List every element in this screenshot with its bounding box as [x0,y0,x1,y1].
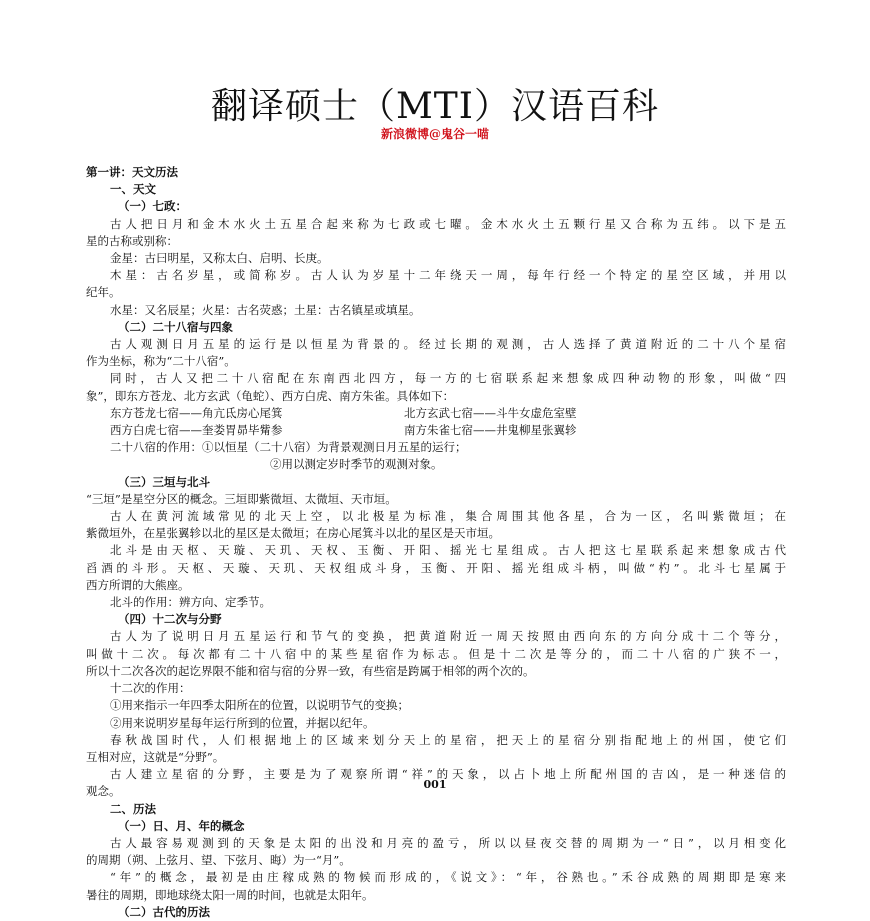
constellation-right: 北方玄武七宿——斗牛女虚危室壁 [404,405,577,420]
text-line: 所以十二次各次的起讫界限不能和宿与宿的分界一致，有些宿是跨属于相邻的两个次的。 [86,663,535,678]
text-line: ②用以测定岁时季节的观测对象。 [270,457,443,472]
constellation-left: 西方白虎七宿——奎娄胃昴毕觜参 [110,423,283,438]
text-line: “三垣”是星空分区的概念。三垣即紫微垣、太微垣、天市垣。 [86,491,397,506]
text-line: 观念。 [86,784,121,799]
text-line: 古人观测日月五星的运行是以恒星为背景的。经过长期的观测，古人选择了黄道附近的二十八个星宿 [110,337,786,352]
section-heading: 一、天文 [110,182,156,197]
text-line: 互相对应，这就是“分野”。 [86,749,225,764]
text-line: 西方所谓的大熊座。 [86,577,190,592]
author-credit: 新浪微博@鬼谷一喵 [380,127,489,141]
section-heading: （三）三垣与北斗 [118,474,210,489]
text-line: 十二次的作用： [110,681,191,696]
text-line: 古人为了说明日月五星运行和节气的变换，把黄道附近一周天按照由西向东的方向分成十二个等分， [110,629,786,644]
section-heading: 二、历法 [110,801,156,816]
text-line: 的周期（朔、上弦月、望、下弦月、晦）为一“月”。 [86,853,351,868]
text-line: 叫做十二次。每次都有二十八宿中的某些星宿作为标志。但是十二次是等分的，而二十八宿的广狭不一， [86,646,786,661]
text-line: 水星：又名辰星；火星：古名荧惑；土星：古名镇星或填星。 [110,302,421,317]
text-line: 北斗的作用：辨方向、定季节。 [110,595,271,610]
page-number: 001 [423,778,447,791]
text-line: 金星：古曰明星，又称太白、启明、长庚。 [110,251,329,266]
document-body [86,164,786,921]
section-heading: （一）日、月、年的概念 [118,818,245,833]
text-line: ②用来说明岁星每年运行所到的位置，并据以纪年。 [110,715,375,730]
text-line: 纪年。 [86,285,121,300]
text-line: 象”，即东方苍龙、北方玄武（龟蛇）、西方白虎、南方朱雀。具体如下： [86,388,455,403]
section-heading: （四）十二次与分野 [118,612,222,627]
text-line: 舀酒的斗形。天枢、天璇、天玑、天权组成斗身，玉衡、开阳、摇光组成斗柄，叫做“杓”。北斗七星属于 [86,560,786,575]
constellation-right: 南方朱雀七宿——井鬼柳星张翼轸 [404,423,577,438]
text-line: 二十八宿的作用：①以恒星（二十八宿）为背景观测日月五星的运行； [110,440,467,455]
section-heading: （二）二十八宿与四象 [118,319,233,334]
text-line: 作为坐标，称为“二十八宿”。 [86,354,236,369]
text-line: ①用来指示一年四季太阳所在的位置，以说明节气的变换； [110,698,409,713]
text-line: 紫微垣外，在星张翼轸以北的星区是太微垣；在房心尾箕斗以北的星区是天市垣。 [86,526,500,541]
text-line: 春秋战国时代，人们根据地上的区域来划分天上的星宿，把天上的星宿分别指配地上的州国，使它们 [110,732,786,747]
text-line: 古人把日月和金木水火土五星合起来称为七政或七曜。金木水火土五颗行星又合称为五纬。以下是五 [110,216,786,231]
text-line: 古人在黄河流域常见的北天上空，以北极星为标准，集合周围其他各星，合为一区，名叫紫微垣；在 [110,509,786,524]
constellation-row [86,422,786,439]
text-line: 同时，古人又把二十八宿配在东南西北四方，每一方的七宿联系起来想象成四种动物的形象，叫做“四 [110,371,786,386]
section-heading: （二）古代的历法 [118,904,210,919]
section-heading: 第一讲：天文历法 [86,165,178,179]
text-line: 木星：古名岁星，或简称岁。古人认为岁星十二年绕天一周，每年行经一个特定的星空区域，并用以 [110,268,786,283]
constellation-row [86,405,786,422]
text-line: 古人建立星宿的分野，主要是为了观察所谓“祥”的天象，以占卜地上所配州国的吉凶，是一种迷信的 [110,767,786,782]
text-line: 星的古称或别称： [86,233,178,248]
text-line: 北斗是由天枢、天璇、天玑、天权、玉衡、开阳、摇光七星组成。古人把这七星联系起来想象成古代 [110,543,786,558]
text-line: 古人最容易观测到的天象是太阳的出没和月亮的盈亏，所以以昼夜交替的周期为一“日”，以月相变化 [110,835,786,850]
section-heading: （一）七政： [118,199,187,214]
constellation-left: 东方苍龙七宿——角亢氐房心尾箕 [110,405,283,420]
text-line: 暑往的周期，即地球绕太阳一周的时间，也就是太阳年。 [86,887,374,902]
text-line: “年”的概念，最初是由庄稼成熟的物候而形成的，《说文》：“年，谷熟也。”禾谷成熟的周期即是寒来 [110,870,786,885]
document-title: 翻译硕士（MTI）汉语百科 [210,86,660,127]
